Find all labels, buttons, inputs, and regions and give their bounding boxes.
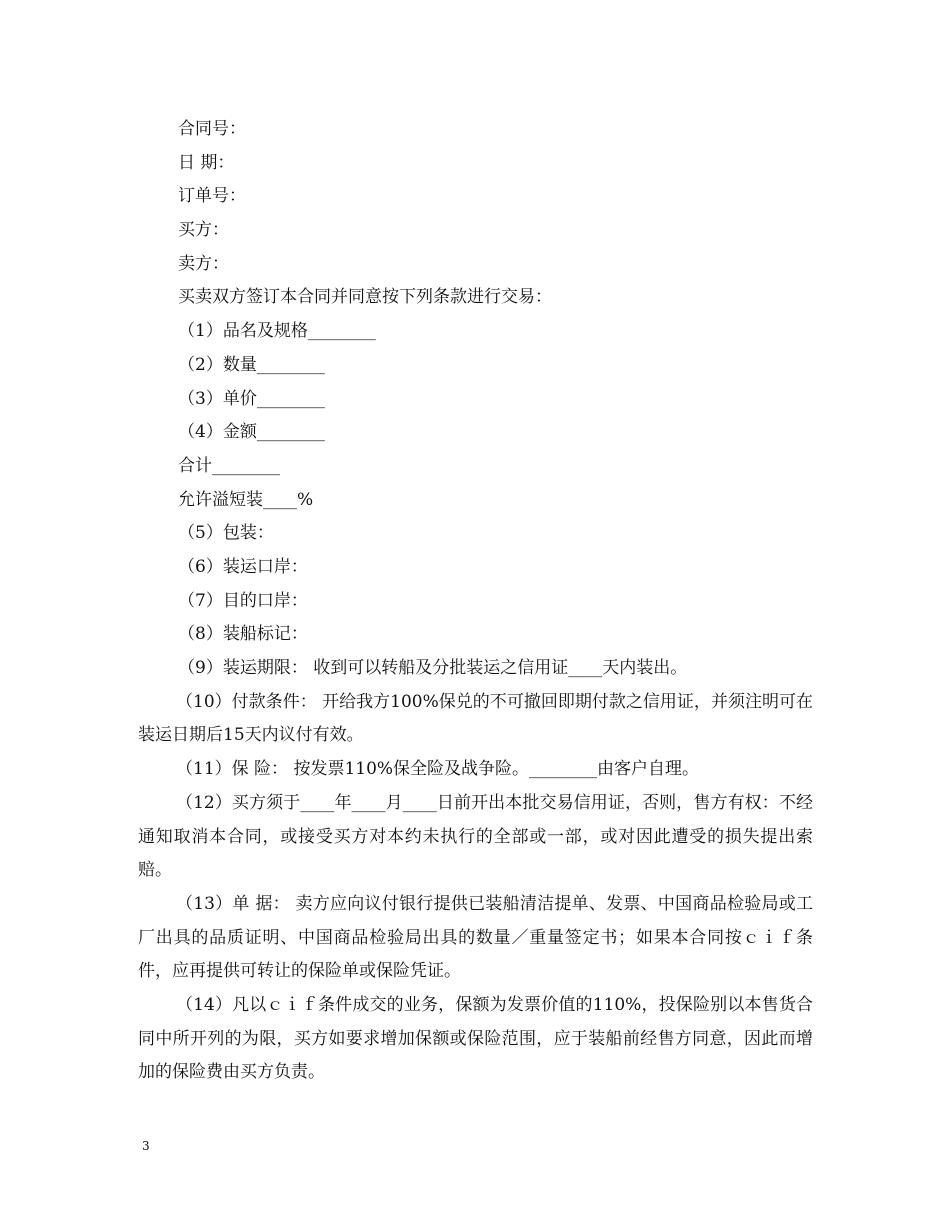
tolerance-line: 允许溢短装____% — [178, 489, 314, 510]
clause-3-line: （3）单价________ — [178, 388, 325, 409]
agreement-intro-line: 买卖双方签订本合同并同意按下列条款进行交易： — [178, 287, 552, 308]
clause-8-line: （8）装船标记： — [178, 624, 308, 645]
clause-6-line: （6）装运口岸： — [178, 556, 308, 577]
clause-4-line: （4）金额________ — [178, 422, 325, 443]
date-line: 日 期： — [178, 152, 235, 173]
clause-10-paragraph: （10）付款条件： 开给我方100%保兑的不可撤回即期付款之信用证，并须注明可在装运日期后15天内议付有效。 — [138, 691, 813, 746]
clause-1-line: （1）品名及规格________ — [178, 321, 376, 342]
clause-7-line: （7）目的口岸： — [178, 590, 308, 611]
contract-body — [138, 113, 813, 1090]
clause-2-line: （2）数量________ — [178, 354, 325, 375]
contract-number-line: 合同号： — [178, 119, 246, 139]
clause-5-line: （5）包装： — [178, 523, 274, 544]
total-line: 合计________ — [178, 455, 280, 476]
clause-13-paragraph: （13）单 据： 卖方应向议付银行提供已装船清洁提单、发票、中国商品检验局或工厂出具的品质证明、中国商品检验局出具的数量／重量签定书；如果本合同按ｃｉｆ条件，应再提供可转让的保险单或保险凭证。 — [138, 893, 813, 982]
order-number-line: 订单号： — [178, 186, 246, 207]
seller-line: 卖方： — [178, 253, 229, 274]
buyer-line: 买方： — [178, 220, 229, 241]
clause-12-paragraph: （12）买方须于____年____月____日前开出本批交易信用证，否则，售方有权：不经通知取消本合同，或接受买方对本约未执行的全部或一部，或对因此遭受的损失提出索赔。 — [138, 792, 813, 881]
page-number: 3 — [142, 1139, 150, 1153]
clause-11-paragraph: （11）保 险： 按发票110%保全险及战争险。________由客户自理。 — [176, 759, 700, 780]
clause-14-paragraph: （14）凡以ｃｉｆ条件成交的业务，保额为发票价值的110%，投保险别以本售货合同中所开列的为限，买方如要求增加保额或保险范围，应于装船前经售方同意，因此而增加的保险费由买方负责。 — [138, 995, 813, 1083]
clause-9-line: （9）装运期限： 收到可以转船及分批装运之信用证____天内装出。 — [178, 658, 688, 678]
